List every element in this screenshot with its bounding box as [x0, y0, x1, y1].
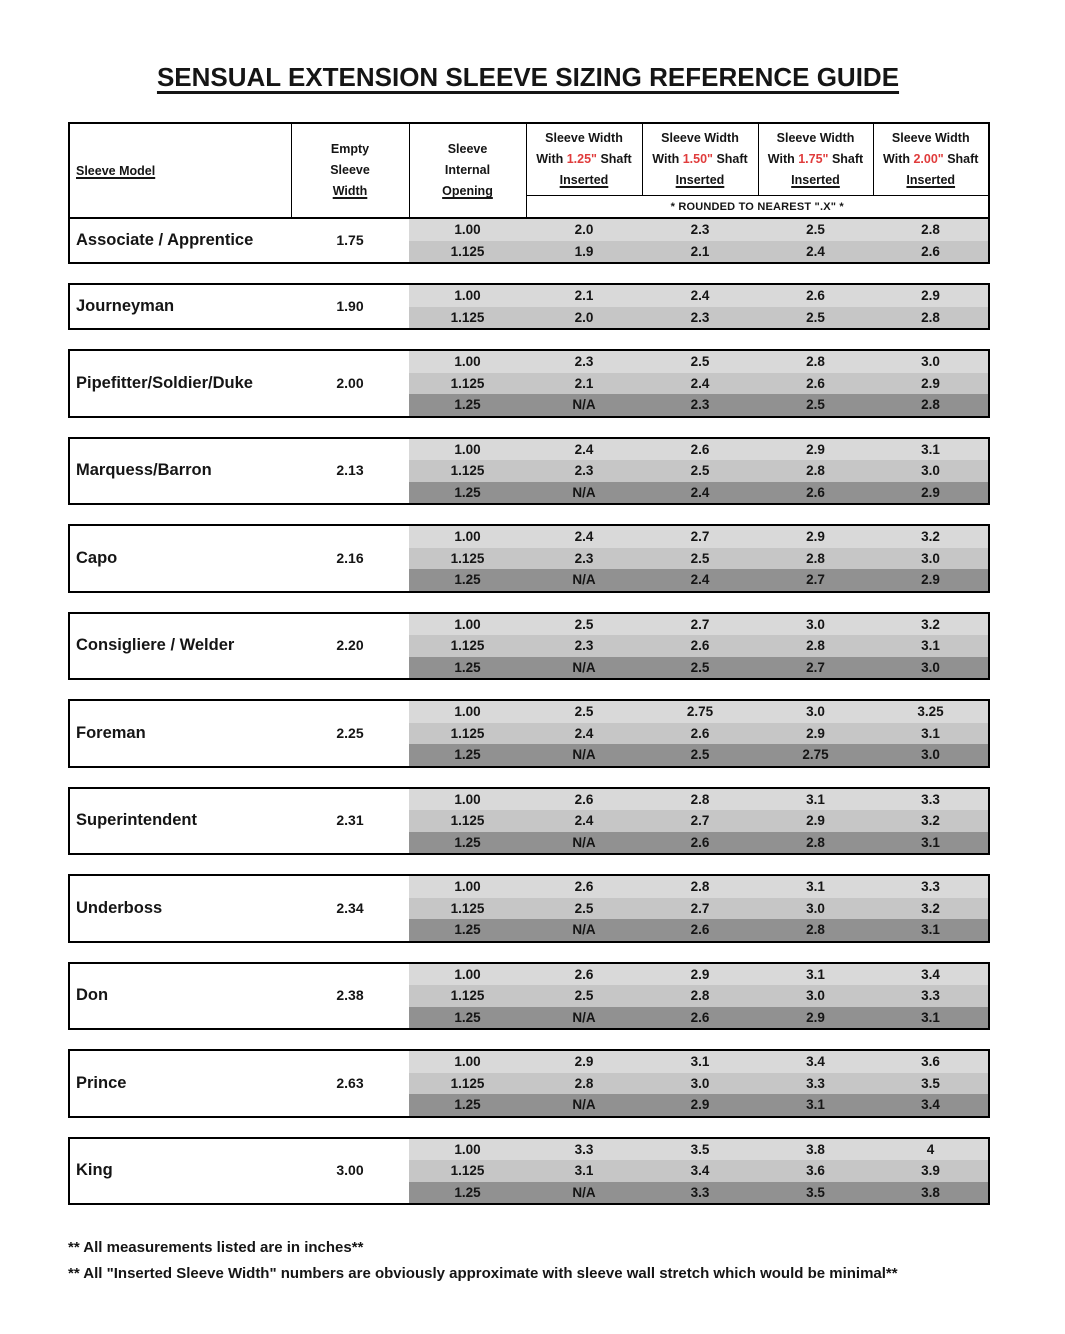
inserted-width-value: 3.6 [873, 1050, 989, 1073]
inserted-width-value: 3.8 [873, 1182, 989, 1205]
model-name: Consigliere / Welder [69, 613, 291, 680]
inserted-width-value: 2.5 [526, 985, 642, 1007]
column-header-width-1-75-shaft: Sleeve Width With 1.75" Shaft Inserted [758, 123, 873, 196]
inserted-width-value: 2.7 [642, 525, 758, 548]
model-block [68, 1137, 990, 1206]
shaft-size-line: With 1.50" Shaft [652, 152, 748, 166]
empty-sleeve-width-value: 2.13 [291, 438, 409, 505]
inserted-width-value: N/A [526, 1182, 642, 1205]
shaft-size-value: 1.50" [682, 152, 713, 166]
size-row [69, 1138, 989, 1161]
inserted-width-value: 3.0 [873, 657, 989, 680]
shaft-size-value: 1.75" [798, 152, 829, 166]
inserted-width-value: 1.9 [526, 241, 642, 264]
inserted-width-value: 2.6 [642, 438, 758, 461]
internal-opening-value: 1.00 [409, 218, 526, 241]
size-row [69, 438, 989, 461]
inserted-width-value: N/A [526, 657, 642, 680]
inserted-width-value: 3.2 [873, 810, 989, 832]
model-name: Journeyman [69, 284, 291, 329]
inserted-width-value: 3.2 [873, 525, 989, 548]
inserted-width-value: 3.2 [873, 613, 989, 636]
inserted-width-value: 2.9 [873, 569, 989, 592]
sleeve-model-label: Sleeve Model [76, 163, 156, 178]
internal-opening-value: 1.00 [409, 788, 526, 811]
empty-sleeve-width-value: 2.00 [291, 350, 409, 417]
header-table [68, 122, 990, 220]
inserted-width-value: 3.3 [758, 1073, 873, 1095]
internal-opening-value: 1.00 [409, 875, 526, 898]
inserted-width-value: 3.6 [758, 1160, 873, 1182]
inserted-width-value: 2.9 [642, 1094, 758, 1117]
internal-opening-value: 1.125 [409, 307, 526, 330]
inserted-width-value: 2.9 [758, 525, 873, 548]
size-row [69, 218, 989, 241]
model-name: Prince [69, 1050, 291, 1117]
inserted-width-value: 3.3 [873, 875, 989, 898]
internal-opening-value: 1.125 [409, 373, 526, 395]
inserted-width-value: 2.9 [758, 810, 873, 832]
inserted-width-value: 3.3 [642, 1182, 758, 1205]
inserted-width-value: 3.25 [873, 700, 989, 723]
inserted-width-value: 2.8 [758, 635, 873, 657]
inserted-width-value: 2.3 [642, 218, 758, 241]
empty-sleeve-width-value: 2.25 [291, 700, 409, 767]
inserted-width-value: 3.0 [758, 985, 873, 1007]
model-block [68, 283, 990, 330]
inserted-width-value: N/A [526, 394, 642, 417]
size-row [69, 700, 989, 723]
internal-opening-value: 1.125 [409, 1073, 526, 1095]
inserted-width-value: 3.0 [873, 744, 989, 767]
inserted-width-value: 2.6 [642, 919, 758, 942]
footnotes [68, 1235, 988, 1287]
inserted-width-value: 2.1 [526, 284, 642, 307]
empty-sleeve-width-value: 2.31 [291, 788, 409, 855]
internal-opening-value: 1.125 [409, 635, 526, 657]
inserted-width-value: 3.0 [758, 613, 873, 636]
inserted-width-value: 2.3 [526, 548, 642, 570]
column-header-sleeve-internal-opening: Sleeve Internal Opening [409, 123, 526, 219]
inserted-width-value: 2.8 [758, 832, 873, 855]
empty-sleeve-width-value: 2.63 [291, 1050, 409, 1117]
inserted-width-value: 3.1 [873, 635, 989, 657]
inserted-width-value: 2.8 [642, 875, 758, 898]
inserted-width-value: 3.1 [642, 1050, 758, 1073]
column-header-empty-sleeve-width: Empty Sleeve Width [291, 123, 409, 219]
size-row [69, 525, 989, 548]
column-header-sleeve-model [69, 123, 291, 219]
internal-opening-value: 1.25 [409, 569, 526, 592]
inserted-width-value: 3.5 [873, 1073, 989, 1095]
inserted-width-value: 3.0 [873, 460, 989, 482]
inserted-width-value: 2.4 [526, 810, 642, 832]
inserted-width-value: N/A [526, 482, 642, 505]
inserted-width-value: 2.6 [642, 723, 758, 745]
model-name: Associate / Apprentice [69, 218, 291, 263]
shaft-size-line: With 1.75" Shaft [767, 152, 864, 166]
internal-opening-value: 1.25 [409, 482, 526, 505]
model-block [68, 699, 990, 768]
inserted-width-value: 3.0 [758, 700, 873, 723]
inserted-width-value: 2.9 [873, 482, 989, 505]
model-name: Superintendent [69, 788, 291, 855]
inserted-width-value: 2.6 [758, 373, 873, 395]
inserted-width-value: 3.1 [873, 919, 989, 942]
inserted-width-value: 2.7 [758, 657, 873, 680]
inserted-width-value: 3.1 [758, 963, 873, 986]
inserted-width-value: 3.3 [526, 1138, 642, 1161]
inserted-width-value: 3.1 [758, 1094, 873, 1117]
model-name: Marquess/Barron [69, 438, 291, 505]
inserted-width-value: 2.9 [758, 1007, 873, 1030]
model-name: Capo [69, 525, 291, 592]
inserted-width-value: 2.4 [526, 438, 642, 461]
inserted-width-value: 2.7 [642, 810, 758, 832]
empty-sleeve-width-value: 2.34 [291, 875, 409, 942]
header-row [69, 123, 989, 196]
inserted-width-value: 2.7 [642, 898, 758, 920]
inserted-width-value: 2.5 [642, 744, 758, 767]
internal-opening-value: 1.25 [409, 832, 526, 855]
inserted-width-value: 2.4 [642, 569, 758, 592]
inserted-width-value: 2.4 [642, 373, 758, 395]
model-name: Don [69, 963, 291, 1030]
inserted-width-value: 3.4 [758, 1050, 873, 1073]
model-blocks [68, 217, 988, 1205]
inserted-width-value: 3.9 [873, 1160, 989, 1182]
inserted-width-value: N/A [526, 832, 642, 855]
inserted-width-value: 3.1 [526, 1160, 642, 1182]
shaft-size-line: With 2.00" Shaft [883, 152, 979, 166]
inserted-width-value: 2.5 [758, 307, 873, 330]
internal-opening-value: 1.25 [409, 919, 526, 942]
inserted-width-value: 2.8 [873, 218, 989, 241]
internal-opening-value: 1.125 [409, 460, 526, 482]
inserted-width-value: 2.9 [873, 373, 989, 395]
inserted-width-value: 2.5 [526, 898, 642, 920]
inserted-width-value: 2.6 [526, 963, 642, 986]
inserted-width-value: 2.5 [642, 548, 758, 570]
inserted-width-value: 3.1 [758, 875, 873, 898]
inserted-width-value: 3.4 [873, 963, 989, 986]
internal-opening-value: 1.125 [409, 548, 526, 570]
inserted-width-value: 2.6 [642, 635, 758, 657]
inserted-width-value: 3.5 [758, 1182, 873, 1205]
inserted-width-value: 2.3 [642, 307, 758, 330]
inserted-width-value: 4 [873, 1138, 989, 1161]
inserted-width-value: 3.1 [873, 723, 989, 745]
model-block [68, 349, 990, 418]
inserted-width-value: 2.8 [873, 307, 989, 330]
inserted-width-value: 2.3 [526, 635, 642, 657]
inserted-width-value: 2.6 [642, 832, 758, 855]
inserted-width-value: 2.5 [526, 613, 642, 636]
footnote-measurements: ** All measurements listed are in inches** [68, 1239, 364, 1256]
inserted-width-value: 2.6 [642, 1007, 758, 1030]
model-block [68, 524, 990, 593]
internal-opening-value: 1.00 [409, 284, 526, 307]
inserted-width-value: 3.0 [873, 350, 989, 373]
model-name: Underboss [69, 875, 291, 942]
inserted-width-value: 2.8 [642, 788, 758, 811]
internal-opening-value: 1.00 [409, 700, 526, 723]
inserted-width-value: 2.6 [758, 284, 873, 307]
inserted-width-value: 2.9 [758, 723, 873, 745]
size-row [69, 1050, 989, 1073]
internal-opening-value: 1.25 [409, 1182, 526, 1205]
inserted-width-value: 2.7 [758, 569, 873, 592]
page [68, 0, 988, 1287]
internal-opening-value: 1.125 [409, 241, 526, 264]
model-name: King [69, 1138, 291, 1205]
inserted-width-value: 2.6 [758, 482, 873, 505]
inserted-width-value: 3.4 [642, 1160, 758, 1182]
inserted-width-value: 3.1 [873, 1007, 989, 1030]
inserted-width-value: 3.3 [873, 985, 989, 1007]
internal-opening-value: 1.125 [409, 810, 526, 832]
internal-opening-value: 1.00 [409, 1050, 526, 1073]
inserted-width-value: 2.8 [642, 985, 758, 1007]
inserted-width-value: N/A [526, 1007, 642, 1030]
size-row [69, 350, 989, 373]
model-block [68, 874, 990, 943]
internal-opening-value: 1.125 [409, 1160, 526, 1182]
inserted-width-value: 3.0 [758, 898, 873, 920]
inserted-width-value: 2.4 [758, 241, 873, 264]
model-name: Foreman [69, 700, 291, 767]
inserted-width-value: 2.5 [758, 218, 873, 241]
inserted-width-value: 2.1 [642, 241, 758, 264]
inserted-width-value: 2.4 [526, 525, 642, 548]
internal-opening-value: 1.125 [409, 985, 526, 1007]
column-header-width-1-25-shaft: Sleeve Width With 1.25" Shaft Inserted [526, 123, 642, 196]
model-name: Pipefitter/Soldier/Duke [69, 350, 291, 417]
inserted-width-value: 3.1 [873, 832, 989, 855]
inserted-width-value: 3.2 [873, 898, 989, 920]
inserted-width-value: 2.0 [526, 218, 642, 241]
inserted-width-value: 2.9 [758, 438, 873, 461]
column-header-width-1-50-shaft: Sleeve Width With 1.50" Shaft Inserted [642, 123, 758, 196]
size-row [69, 963, 989, 986]
inserted-width-value: 2.8 [758, 350, 873, 373]
empty-sleeve-width-value: 1.75 [291, 218, 409, 263]
inserted-width-value: 2.5 [526, 700, 642, 723]
internal-opening-value: 1.00 [409, 350, 526, 373]
inserted-width-value: 2.3 [526, 460, 642, 482]
inserted-width-value: 2.9 [873, 284, 989, 307]
internal-opening-value: 1.125 [409, 898, 526, 920]
empty-sleeve-width-value: 2.38 [291, 963, 409, 1030]
model-block [68, 217, 990, 264]
inserted-width-value: N/A [526, 744, 642, 767]
size-row [69, 788, 989, 811]
inserted-width-value: 2.5 [642, 657, 758, 680]
shaft-size-value: 1.25" [566, 152, 597, 166]
inserted-width-value: 2.3 [642, 394, 758, 417]
inserted-width-value: N/A [526, 1094, 642, 1117]
inserted-width-value: 2.4 [526, 723, 642, 745]
inserted-width-value: 3.0 [873, 548, 989, 570]
model-block [68, 962, 990, 1031]
internal-opening-value: 1.00 [409, 438, 526, 461]
model-block [68, 612, 990, 681]
model-block [68, 787, 990, 856]
internal-opening-value: 1.00 [409, 613, 526, 636]
inserted-width-value: 3.1 [758, 788, 873, 811]
inserted-width-value: 2.5 [642, 350, 758, 373]
inserted-width-value: 2.75 [758, 744, 873, 767]
inserted-width-value: 2.8 [758, 548, 873, 570]
inserted-width-value: 2.6 [873, 241, 989, 264]
inserted-width-value: 2.9 [642, 963, 758, 986]
inserted-width-value: 2.75 [642, 700, 758, 723]
inserted-width-value: 3.4 [873, 1094, 989, 1117]
internal-opening-value: 1.25 [409, 657, 526, 680]
inserted-width-value: 2.6 [526, 875, 642, 898]
internal-opening-value: 1.00 [409, 525, 526, 548]
rounding-note: * ROUNDED TO NEAREST ".X" * [526, 196, 989, 219]
inserted-width-value: N/A [526, 569, 642, 592]
inserted-width-value: 2.4 [642, 482, 758, 505]
internal-opening-value: 1.25 [409, 1007, 526, 1030]
inserted-width-value: 2.9 [526, 1050, 642, 1073]
inserted-width-value: 2.6 [526, 788, 642, 811]
inserted-width-value: 2.1 [526, 373, 642, 395]
shaft-size-value: 2.00" [913, 152, 944, 166]
column-header-width-2-00-shaft: Sleeve Width With 2.00" Shaft Inserted [873, 123, 989, 196]
model-block [68, 1049, 990, 1118]
internal-opening-value: 1.125 [409, 723, 526, 745]
size-row [69, 875, 989, 898]
model-block [68, 437, 990, 506]
internal-opening-value: 1.25 [409, 744, 526, 767]
empty-sleeve-width-value: 1.90 [291, 284, 409, 329]
inserted-width-value: 2.0 [526, 307, 642, 330]
empty-sleeve-width-value: 3.00 [291, 1138, 409, 1205]
empty-sleeve-width-value: 2.16 [291, 525, 409, 592]
inserted-width-value: 2.5 [642, 460, 758, 482]
inserted-width-value: 2.3 [526, 350, 642, 373]
internal-opening-value: 1.25 [409, 394, 526, 417]
internal-opening-value: 1.00 [409, 963, 526, 986]
internal-opening-value: 1.25 [409, 1094, 526, 1117]
empty-sleeve-width-value: 2.20 [291, 613, 409, 680]
inserted-width-value: 2.7 [642, 613, 758, 636]
internal-opening-value: 1.00 [409, 1138, 526, 1161]
inserted-width-value: N/A [526, 919, 642, 942]
inserted-width-value: 3.1 [873, 438, 989, 461]
page-title: SENSUAL EXTENSION SLEEVE SIZING REFERENCE GUIDE [156, 62, 900, 92]
inserted-width-value: 2.8 [873, 394, 989, 417]
inserted-width-value: 2.8 [758, 460, 873, 482]
shaft-size-line: With 1.25" Shaft [536, 152, 632, 166]
inserted-width-value: 2.8 [758, 919, 873, 942]
inserted-width-value: 3.0 [642, 1073, 758, 1095]
inserted-width-value: 2.4 [642, 284, 758, 307]
size-row [69, 284, 989, 307]
size-row [69, 613, 989, 636]
footnote-approximate: ** All "Inserted Sleeve Width" numbers are obviously approximate with sleeve wall stretch which would be minimal** [68, 1265, 898, 1282]
inserted-width-value: 2.8 [526, 1073, 642, 1095]
inserted-width-value: 3.3 [873, 788, 989, 811]
inserted-width-value: 3.8 [758, 1138, 873, 1161]
inserted-width-value: 3.5 [642, 1138, 758, 1161]
inserted-width-value: 2.5 [758, 394, 873, 417]
